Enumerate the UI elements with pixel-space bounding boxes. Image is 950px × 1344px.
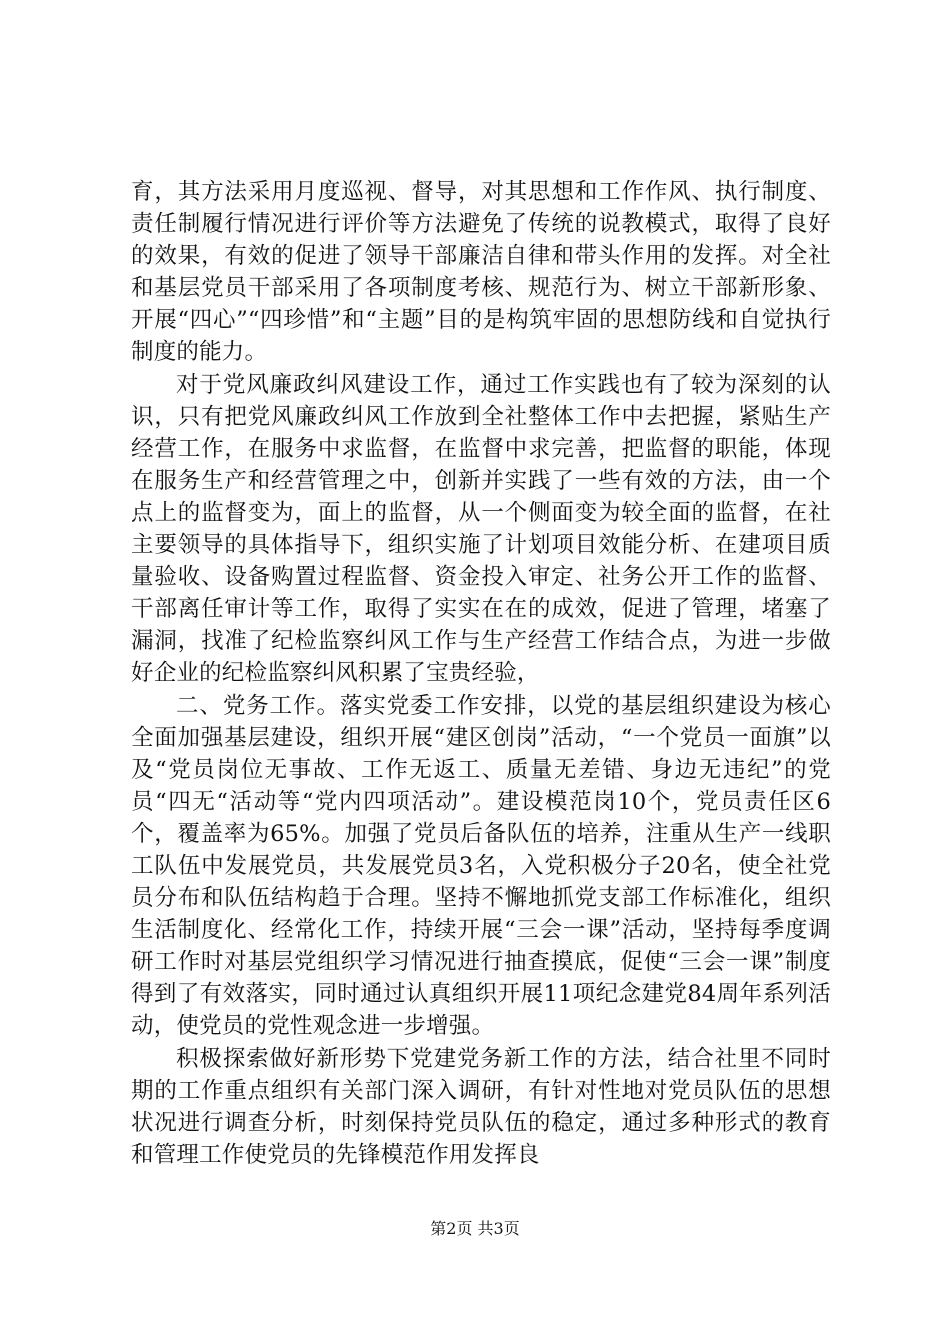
paragraph-4: 积极探索做好新形势下党建党务新工作的方法，结合社里不同时期的工作重点组织有关部门深入调研，有针对性地对党员队伍的思想状况进行调查分析，时刻保持党员队伍的稳定，通过多种形式的教育和管理工作使党员的先锋模范作用发挥良 (131, 1045, 831, 1168)
paragraph-3: 二、党务工作。落实党委工作安排，以党的基层组织建设为核心全面加强基层建设，组织开展“建区创岗”活动，“一个党员一面旗”以及“党员岗位无事故、工作无返工、质量无差错、身边无违纪”的党员“四无“活动等“党内四项活动”。建设模范岗10个，党员责任区6个，覆盖率为65%。加强了党员后备队伍的培养，注重从生产一线职工队伍中发展党员，共发展党员3名，入党积极分子20名，使全社党员分布和队伍结构趋于合理。坚持不懈地抓党支部工作标准化，组织生活制度化、经常化工作，持续开展“三会一课”活动，坚持每季度调研工作时对基层党组织学习情况进行抽查摸底，促使“三会一课”制度得到了有效落实，同时通过认真组织开展11项纪念建党84周年系列活动，使党员的党性观念进一步增强。 (131, 692, 831, 1040)
document-body (131, 176, 831, 1171)
paragraph-2: 对于党风廉政纠风建设工作，通过工作实践也有了较为深刻的认识，只有把党风廉政纠风工作放到全社整体工作中去把握，紧贴生产经营工作，在服务中求监督，在监督中求完善，把监督的职能，体现在服务生产和经营管理之中，创新并实践了一些有效的方法，由一个点上的监督变为，面上的监督，从一个侧面变为较全面的监督，在社主要领导的具体指导下，组织实施了计划项目效能分析、在建项目质量验收、设备购置过程监督、资金投入审定、社务公开工作的监督、干部离任审计等工作，取得了实实在在的成效，促进了管理，堵塞了漏洞，找准了纪检监察纠风工作与生产经营工作结合点，为进一步做好企业的纪检监察纠风积累了宝贵经验， (131, 371, 831, 687)
paragraph-1: 育，其方法采用月度巡视、督导，对其思想和工作作风、执行制度、责任制履行情况进行评价等方法避免了传统的说教模式，取得了良好的效果，有效的促进了领导干部廉洁自律和带头作用的发挥。对全社和基层党员干部采用了各项制度考核、规范行为、树立干部新形象、开展“四心”“四珍惜”和“主题”目的是构筑牢固的思想防线和自觉执行制度的能力。 (131, 179, 831, 366)
page-number-label: 第2页 共3页 (430, 1219, 520, 1238)
page-footer (0, 1219, 950, 1239)
